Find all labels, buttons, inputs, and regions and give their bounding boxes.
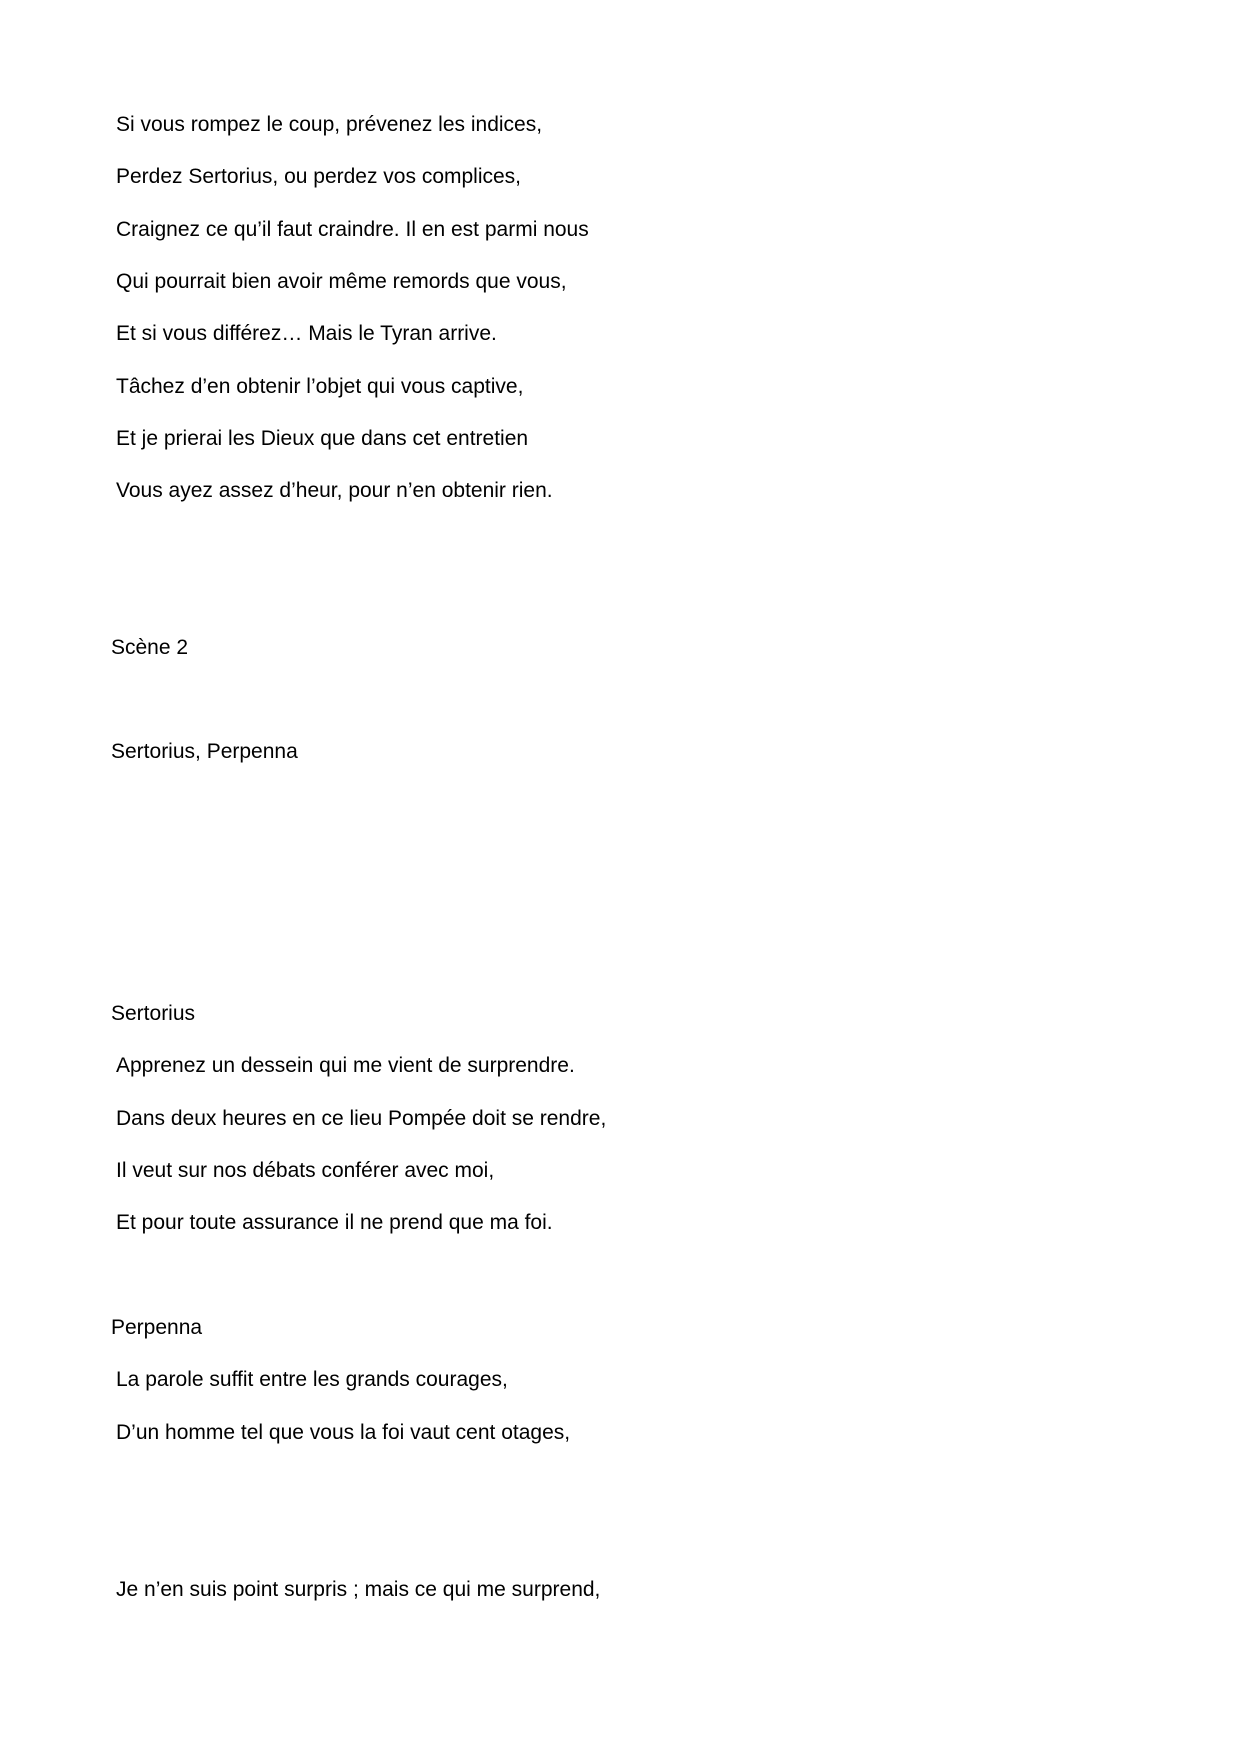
verse-line: Je n’en suis point surpris ; mais ce qui me surprend, xyxy=(116,1578,601,1601)
verse-line: Perdez Sertorius, ou perdez vos complices, xyxy=(116,165,522,188)
verse-line: Et si vous différez… Mais le Tyran arrive. xyxy=(116,322,497,345)
verse-line: Qui pourrait bien avoir même remords que vous, xyxy=(116,270,567,293)
speaker-name: Perpenna xyxy=(111,1316,203,1339)
verse-line: Craignez ce qu’il faut craindre. Il en est parmi nous xyxy=(116,218,589,241)
verse-line: Vous ayez assez d’heur, pour n’en obtenir rien. xyxy=(116,479,553,502)
verse-line: Et je prierai les Dieux que dans cet entretien xyxy=(116,427,529,450)
verse-line: Apprenez un dessein qui me vient de surprendre. xyxy=(116,1054,575,1077)
verse-line: Si vous rompez le coup, prévenez les indices, xyxy=(116,113,543,136)
verse-line: Il veut sur nos débats conférer avec moi, xyxy=(116,1159,495,1182)
verse-line: Et pour toute assurance il ne prend que ma foi. xyxy=(116,1211,553,1234)
speaker-name: Sertorius xyxy=(111,1002,196,1025)
verse-line: La parole suffit entre les grands courages, xyxy=(116,1368,508,1391)
verse-line: Dans deux heures en ce lieu Pompée doit se rendre, xyxy=(116,1107,607,1130)
verse-line: Tâchez d’en obtenir l’objet qui vous captive, xyxy=(116,375,524,398)
scene-characters: Sertorius, Perpenna xyxy=(111,740,298,763)
verse-line: D’un homme tel que vous la foi vaut cent otages, xyxy=(116,1421,571,1444)
scene-title: Scène 2 xyxy=(111,636,189,659)
